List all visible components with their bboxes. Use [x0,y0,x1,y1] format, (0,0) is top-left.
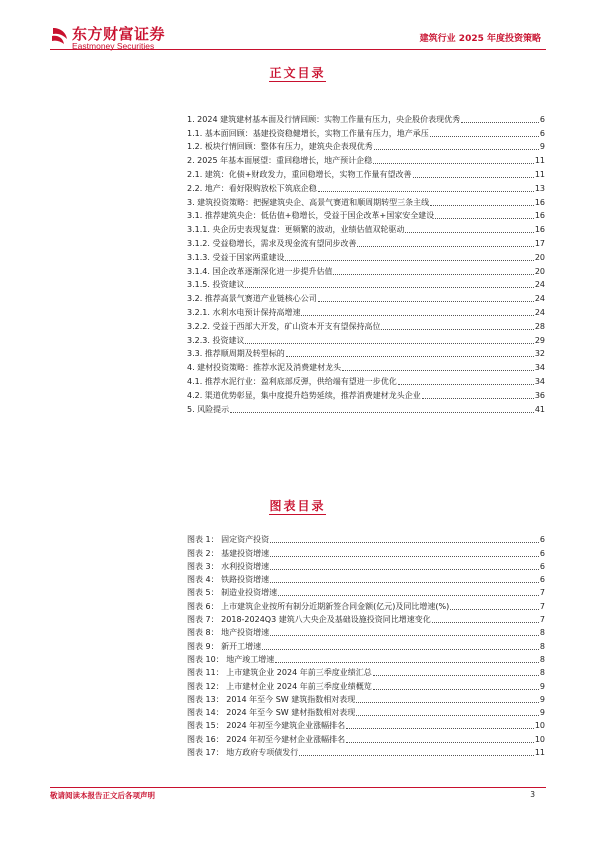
toc-entry[interactable] [187,125,545,139]
eastmoney-logo-icon [50,26,70,46]
dot-leader [422,398,534,399]
dot-leader [430,205,534,206]
toc-entry-page: 16 [534,197,545,207]
figure-entry-page: 10 [534,734,545,744]
toc-entry-page: 6 [539,114,545,124]
logo-text-cn: 东方财富证券 [72,25,166,43]
toc-entry-page: 28 [534,321,545,331]
toc-entry[interactable] [187,166,545,180]
figure-entry-page: 6 [539,561,545,571]
dot-leader [435,218,534,219]
figure-list [187,532,545,758]
toc-heading: 正文目录 [269,66,326,80]
table-of-contents [187,111,545,415]
figure-entry-text: 图表 10： 地产竣工增速 [187,654,275,664]
toc-entry-text: 2. 2025 年基本面展望：重回稳增长，地产预计企稳 [187,156,373,166]
toc-entry[interactable] [187,277,545,291]
toc-entry-page: 34 [534,376,545,386]
toc-entry-text: 1.2. 板块行情回顾：整体有压力，建筑央企表现优秀 [187,142,373,152]
toc-entry[interactable] [187,249,545,263]
toc-entry-text: 2.1. 建筑：化债+财政发力，重回稳增长，实物工作量有望改善 [187,169,412,179]
figure-entry-text: 图表 5： 制造业投资增速 [187,588,278,598]
figure-entry-text: 图表 11： 上市建筑企业 2024 年前三季度业绩汇总 [187,668,372,678]
dot-leader [245,287,533,288]
toc-entry[interactable] [187,359,545,373]
figure-entry-page: 9 [539,681,545,691]
dot-leader [342,370,534,371]
toc-entry[interactable] [187,152,545,166]
figure-entry-page: 10 [534,721,545,731]
toc-entry-text: 3.1.1. 央企历史表现复盘：更频繁的波动，业绩估值双轮驱动 [187,225,405,235]
toc-entry-page: 20 [534,266,545,276]
toc-entry-text: 3.2.2. 受益于西部大开发，矿山资本开支有望保持高位 [187,321,381,331]
toc-entry-text: 3.1.2. 受益稳增长，需求及现金流有望同步改善 [187,238,357,248]
toc-entry-page: 24 [534,294,545,304]
toc-entry-text: 3.2.3. 投资建议 [187,335,245,345]
figure-entry[interactable] [187,638,545,651]
dot-leader [450,609,539,610]
figure-entry-text: 图表 9： 新开工增速 [187,641,262,651]
toc-entry[interactable] [187,235,545,249]
figure-entry[interactable] [187,678,545,691]
figure-entry[interactable] [187,705,545,718]
dot-leader [299,755,534,756]
footer-disclaimer: 敬请阅读本报告正文后各项声明 [50,791,155,800]
figure-entry[interactable] [187,731,545,744]
toc-entry[interactable] [187,221,545,235]
toc-entry[interactable] [187,304,545,318]
dot-leader [356,702,539,703]
figure-entry[interactable] [187,612,545,625]
figure-entry-page: 9 [539,694,545,704]
dot-leader [270,556,539,557]
toc-entry-page: 6 [539,128,545,138]
dot-leader [286,356,534,357]
figure-entry-page: 9 [539,708,545,718]
figure-entry-text: 图表 1： 固定资产投资 [187,535,270,545]
dot-leader [245,343,533,344]
figure-entry-text: 图表 15： 2024 年初至今建筑企业涨幅排名 [187,721,346,731]
figure-entry[interactable] [187,598,545,611]
figure-entry-page: 11 [534,748,545,758]
figure-entry[interactable] [187,625,545,638]
dot-leader [356,715,539,716]
figure-entry[interactable] [187,665,545,678]
toc-entry-page: 13 [534,183,545,193]
figure-entry-text: 图表 13： 2014 年至今 SW 建筑指数相对表现 [187,694,356,704]
toc-entry-text: 3.1.5. 投资建议 [187,280,245,290]
dot-leader [432,622,539,623]
figure-entry[interactable] [187,718,545,731]
figure-entry-text: 图表 17： 地方政府专项债发行 [187,748,299,758]
dot-leader [230,412,534,413]
toc-entry[interactable] [187,387,545,401]
dot-leader [333,274,533,275]
report-title: 建筑行业 2025 年度投资策略 [419,34,541,44]
dot-leader [318,301,534,302]
dot-leader [374,149,539,150]
dot-leader [461,122,539,123]
toc-entry-page: 32 [534,349,545,359]
toc-entry-text: 4. 建材投资策略：推荐水泥及消费建材龙头 [187,363,342,373]
toc-entry-page: 20 [534,252,545,262]
page-number: 3 [530,790,535,799]
figure-entry-text: 图表 7： 2018-2024Q3 建筑八大央企及基础设施投资同比增速变化 [187,615,431,625]
figure-list-heading: 图表目录 [269,499,326,513]
toc-entry[interactable] [187,263,545,277]
toc-entry-page: 16 [534,225,545,235]
figure-entry-page: 8 [539,668,545,678]
figure-entry[interactable] [187,692,545,705]
figure-entry-text: 图表 2： 基建投资增速 [187,548,270,558]
footer-divider [50,787,546,788]
toc-entry-text: 2.2. 地产：看好限购放松下筑底企稳 [187,183,317,193]
figure-entry-text: 图表 8： 地产投资增速 [187,628,270,638]
toc-entry-page: 29 [534,335,545,345]
toc-entry-text: 1.1. 基本面回顾：基建投资稳健增长，实物工作量有压力，地产承压 [187,128,429,138]
dot-leader [262,649,539,650]
toc-entry-text: 3.1.4. 国企改革逐渐深化进一步提升估值 [187,266,333,276]
toc-entry[interactable] [187,194,545,208]
dot-leader [373,675,539,676]
toc-entry-page: 36 [534,390,545,400]
toc-entry-text: 3.1. 推荐建筑央企：低估值+稳增长，受益于国企改革+国家安全建设 [187,211,435,221]
toc-entry-text: 3.2. 推荐高景气赛道产业链核心公司 [187,294,317,304]
figure-entry-page: 8 [539,641,545,651]
dot-leader [381,329,533,330]
toc-entry-page: 24 [534,307,545,317]
toc-entry-text: 3.3. 推荐顺周期及转型标的 [187,349,285,359]
toc-entry-text: 5. 风险提示 [187,404,230,414]
dot-leader [346,742,534,743]
dot-leader [278,595,539,596]
figure-entry-page: 7 [539,601,545,611]
figure-entry[interactable] [187,585,545,598]
figure-entry[interactable] [187,559,545,572]
dot-leader [270,582,539,583]
dot-leader [275,662,539,663]
figure-entry[interactable] [187,572,545,585]
figure-entry-page: 6 [539,548,545,558]
toc-entry[interactable] [187,346,545,360]
figure-entry[interactable] [187,532,545,545]
page-header [0,0,595,56]
toc-entry[interactable] [187,208,545,222]
dot-leader [270,635,539,636]
toc-entry-text: 3.2.1. 水利水电预计保持高增速 [187,307,301,317]
figure-entry-page: 8 [539,654,545,664]
dot-leader [301,315,533,316]
dot-leader [398,384,534,385]
header-divider [50,49,546,50]
dot-leader [270,542,539,543]
dot-leader [430,136,539,137]
toc-entry-text: 4.1. 推荐水泥行业：盈利底部反弹，供给端有望进一步优化 [187,376,397,386]
toc-entry[interactable] [187,401,545,415]
toc-entry[interactable] [187,139,545,153]
toc-entry[interactable] [187,318,545,332]
figure-entry[interactable] [187,545,545,558]
figure-entry-text: 图表 16： 2024 年初至今建材企业涨幅排名 [187,734,346,744]
toc-entry-page: 11 [534,156,545,166]
figure-entry-text: 图表 12： 上市建材企业 2024 年前三季度业绩概览 [187,681,372,691]
toc-entry-text: 3.1.3. 受益于国家两重建设 [187,252,285,262]
figure-entry-text: 图表 14： 2024 年至今 SW 建材指数相对表现 [187,708,356,718]
dot-leader [413,177,534,178]
figure-entry-text: 图表 3： 水利投资增速 [187,561,270,571]
dot-leader [405,232,533,233]
logo-text-en: Eastmoney Securities [72,41,155,51]
toc-entry[interactable] [187,332,545,346]
toc-entry-text: 1. 2024 建筑建材基本面及行情回顾：实物工作量有压力，央企股价表现优秀 [187,114,461,124]
figure-entry-page: 7 [539,588,545,598]
toc-entry-page: 9 [539,142,545,152]
toc-entry[interactable] [187,180,545,194]
figure-entry-page: 6 [539,575,545,585]
toc-entry[interactable] [187,111,545,125]
figure-entry-text: 图表 4： 铁路投资增速 [187,575,270,585]
dot-leader [346,728,534,729]
figure-entry-page: 8 [539,628,545,638]
figure-entry-page: 7 [539,615,545,625]
toc-entry-text: 4.2. 渠道优势彰显，集中度提升趋势延续，推荐消费建材龙头企业 [187,390,421,400]
dot-leader [318,191,534,192]
toc-entry-page: 34 [534,363,545,373]
dot-leader [357,246,533,247]
toc-entry[interactable] [187,373,545,387]
dot-leader [270,569,539,570]
toc-entry-page: 24 [534,280,545,290]
toc-entry-page: 11 [534,169,545,179]
toc-entry-text: 3. 建筑投资策略：把握建筑央企、高景气赛道和顺周期转型三条主线 [187,197,430,207]
toc-entry[interactable] [187,290,545,304]
figure-entry-page: 6 [539,535,545,545]
dot-leader [373,689,539,690]
toc-entry-page: 16 [534,211,545,221]
dot-leader [373,163,534,164]
figure-entry[interactable] [187,652,545,665]
figure-entry-text: 图表 6： 上市建筑企业按所有制分近期新签合同金额(亿元)及同比增速(%) [187,601,450,611]
dot-leader [285,260,533,261]
figure-entry[interactable] [187,745,545,758]
toc-entry-page: 17 [534,238,545,248]
toc-entry-page: 41 [534,404,545,414]
